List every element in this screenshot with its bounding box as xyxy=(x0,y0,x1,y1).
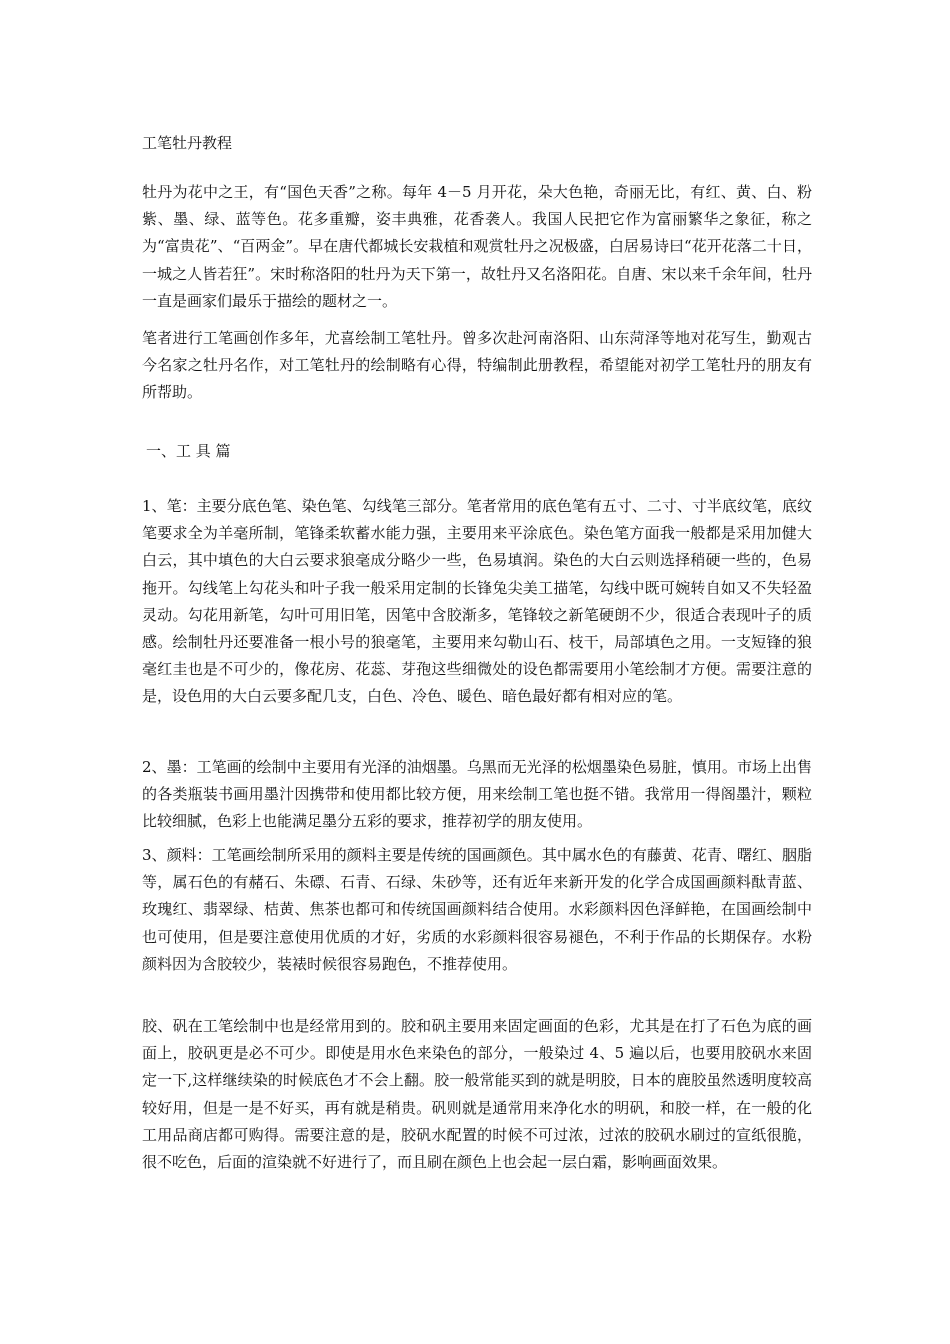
author-paragraph: 笔者进行工笔画创作多年，尤喜绘制工笔牡丹。曾多次赴河南洛阳、山东菏泽等地对花写生，勤观古今名家之牡丹名作，对工笔牡丹的绘制略有心得，特编制此册教程，希望能对初学工笔牡丹的朋友有所帮助。 xyxy=(142,329,812,402)
intro-paragraph: 牡丹为花中之王，有“国色天香”之称。每年 4－5 月开花，朵大色艳，奇丽无比，有红、黄、白、粉紫、墨、绿、蓝等色。花多重瓣，姿丰典雅，花香袭人。我国人民把它作为富丽繁华之象征，称之为“富贵花”、“百两金”。早在唐代都城长安栽植和观赏牡丹之况极盛，白居易诗曰“花开花落二十日，一城之人皆若狂”。宋时称洛阳的牡丹为天下第一，故牡丹又名洛阳花。自唐、宋以来千余年间，牡丹一直是画家们最乐于描绘的题材之一。 xyxy=(142,183,812,310)
section-heading-tools: 一、工 具 篇 xyxy=(146,442,231,460)
ink-paragraph: 2、墨：工笔画的绘制中主要用有光泽的油烟墨。乌黑而无光泽的松烟墨染色易脏，慎用。市场上出售的各类瓶装书画用墨汁因携带和使用都比较方便，用来绘制工笔也挺不错。我常用一得阁墨汁，颗粒比较细腻，色彩上也能满足墨分五彩的要求，推荐初学的朋友使用。 xyxy=(142,758,812,831)
pigment-paragraph: 3、颜料：工笔画绘制所采用的颜料主要是传统的国画颜色。其中属水色的有藤黄、花青、曙红、胭脂等，属石色的有赭石、朱磦、石青、石绿、朱砂等，还有近年来新开发的化学合成国画颜料酞青蓝、玫瑰红、翡翠绿、桔黄、焦茶也都可和传统国画颜料结合使用。水彩颜料因色泽鲜艳，在国画绘制中也可使用，但是要注意使用优质的才好，劣质的水彩颜料很容易褪色，不利于作品的长期保存。水粉颜料因为含胶较少，装裱时候很容易跑色，不推荐使用。 xyxy=(142,846,812,973)
document-title: 工笔牡丹教程 xyxy=(142,134,233,152)
brush-paragraph: 1、笔：主要分底色笔、染色笔、勾线笔三部分。笔者常用的底色笔有五寸、二寸、寸半底纹笔，底纹笔要求全为羊毫所制，笔锋柔软蓄水能力强，主要用来平涂底色。染色笔方面我一般都是采用加健大白云，其中填色的大白云要求狼毫成分略少一些，色易填润。染色的大白云则选择稍硬一些的，色易拖开。勾线笔上勾花头和叶子我一般采用定制的长锋兔尖美工描笔，勾线中既可婉转自如又不失轻盈灵动。勾花用新笔，勾叶可用旧笔，因笔中含胶渐多，笔锋较之新笔硬朗不少，很适合表现叶子的质感。绘制牡丹还要准备一根小号的狼毫笔，主要用来勾勒山石、枝干，局部填色之用。一支短锋的狼毫红圭也是不可少的，像花房、花蕊、芽孢这些细微处的设色都需要用小笔绘制才方便。需要注意的是，设色用的大白云要多配几支，白色、冷色、暖色、暗色最好都有相对应的笔。 xyxy=(142,497,812,706)
glue-alum-paragraph: 胶、矾在工笔绘制中也是经常用到的。胶和矾主要用来固定画面的色彩，尤其是在打了石色为底的画面上，胶矾更是必不可少。即使是用水色来染色的部分，一般染过 4、5 遍以后，也要用胶矾水来固定一下,这样继续染的时候底色才不会上翻。胶一般常能买到的就是明胶，日本的鹿胶虽然透明度较高较好用，但是一是不好买，再有就是稍贵。矾则就是通常用来净化水的明矾，和胶一样，在一般的化工用品商店都可购得。需要注意的是，胶矾水配置的时候不可过浓，过浓的胶矾水刷过的宣纸很脆，很不吃色，后面的渲染就不好进行了，而且刷在颜色上也会起一层白霜，影响画面效果。 xyxy=(142,1017,812,1172)
